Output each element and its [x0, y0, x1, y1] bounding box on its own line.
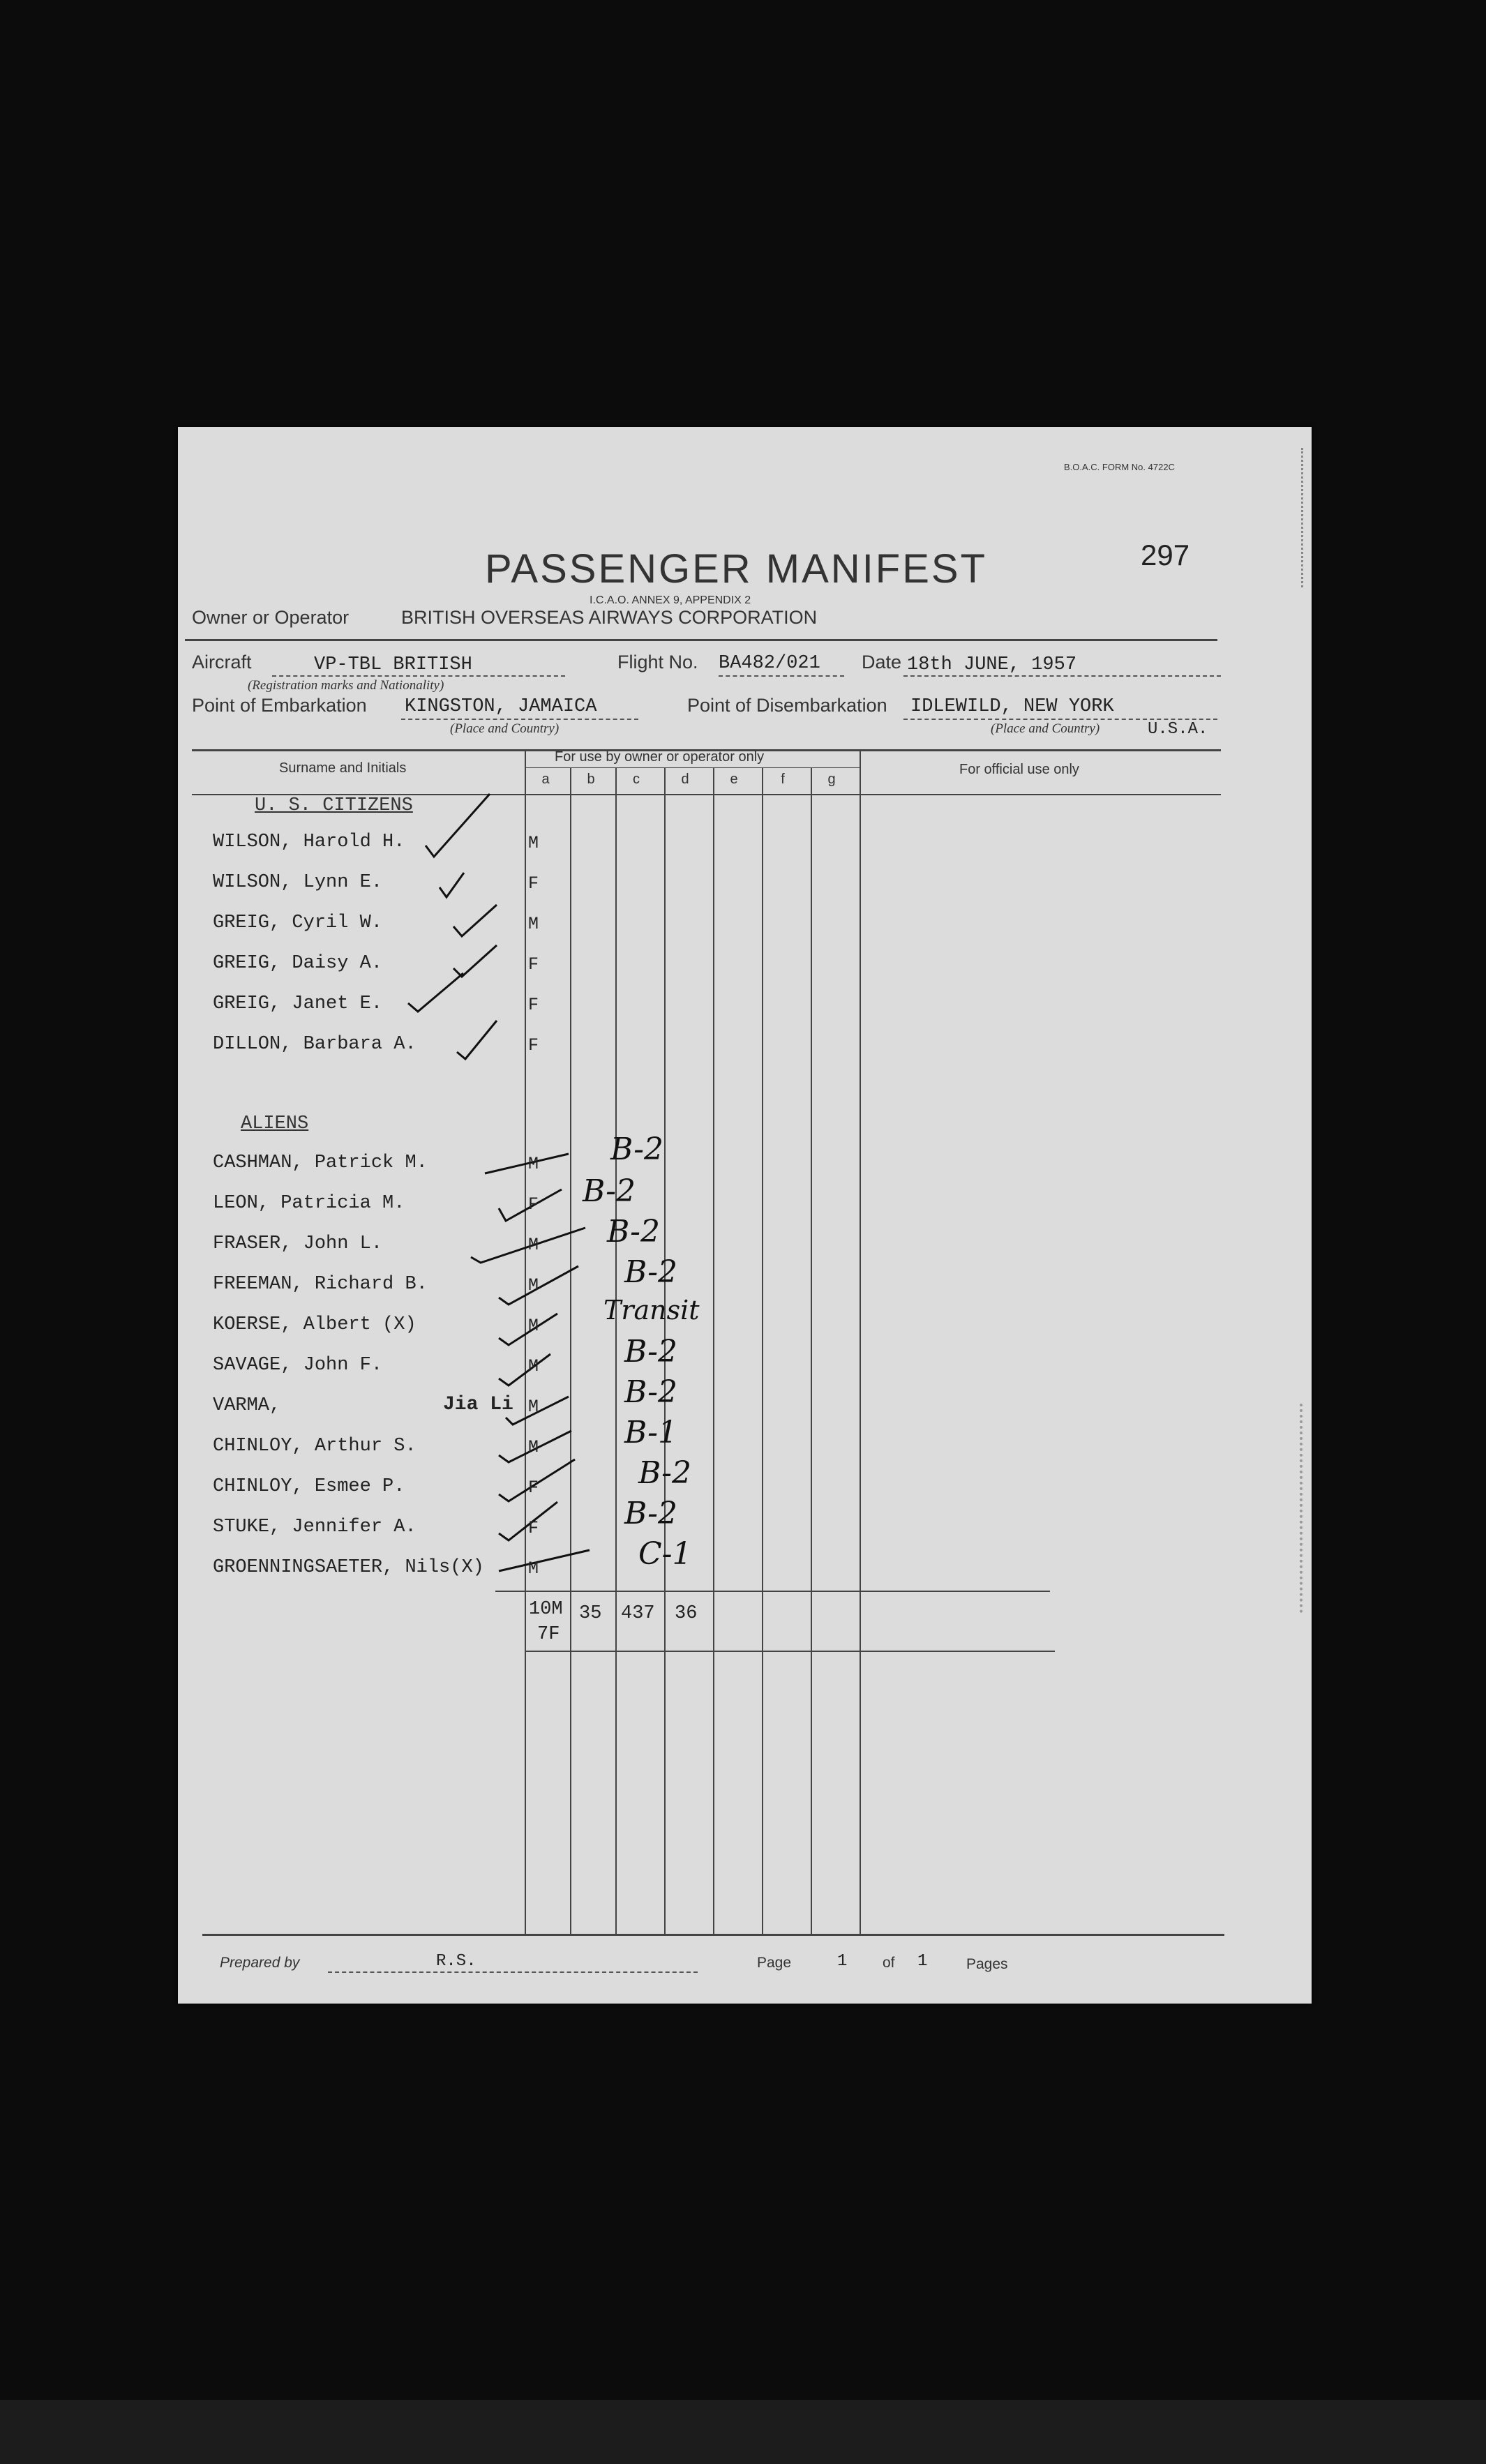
group-us-citizens: U. S. CITIZENS — [255, 795, 413, 816]
disembarkation-country: U.S.A. — [1148, 720, 1208, 739]
totals-bottom-rule — [525, 1651, 1055, 1652]
handwritten-checkmarks — [178, 427, 1312, 2004]
passenger-sex: F — [528, 1035, 539, 1056]
checkmark-icon — [453, 905, 497, 936]
registration-caption: (Registration marks and Nationality) — [248, 678, 444, 693]
visa-code: B-2 — [638, 1455, 692, 1491]
passenger-sex: F — [528, 995, 539, 1015]
passenger-name: WILSON, Lynn E. — [213, 872, 383, 893]
checkmark-icon — [408, 973, 463, 1012]
film-speckle — [1286, 1404, 1303, 1613]
prepared-by-value: R.S. — [436, 1952, 476, 1971]
embarkation-label: Point of Embarkation — [192, 695, 367, 716]
column-c: c — [633, 772, 640, 787]
checkmark-icon — [426, 794, 490, 857]
passenger-name: KOERSE, Albert (X) — [213, 1314, 416, 1335]
disembarkation-label: Point of Disembarkation — [687, 695, 887, 716]
passenger-sex: F — [528, 873, 539, 894]
passenger-name: CHINLOY, Arthur S. — [213, 1436, 416, 1457]
passenger-name: WILSON, Harold H. — [213, 832, 405, 852]
passenger-sex: F — [528, 1478, 539, 1498]
operator-header: For use by owner or operator only — [555, 749, 765, 765]
passenger-name: SAVAGE, John F. — [213, 1355, 383, 1376]
passenger-sex: M — [528, 1437, 539, 1457]
flight-value: BA482/021 — [719, 653, 820, 674]
of-label: of — [883, 1955, 895, 1971]
owner-value: BRITISH OVERSEAS AIRWAYS CORPORATION — [401, 607, 818, 628]
of-value: 1 — [917, 1952, 928, 1971]
passenger-name: STUKE, Jennifer A. — [213, 1517, 416, 1538]
passenger-sex: M — [528, 1316, 539, 1336]
passenger-sex: M — [528, 1235, 539, 1255]
total-female: 7F — [537, 1624, 560, 1645]
column-e: e — [730, 772, 738, 787]
manifest-sheet — [178, 427, 1312, 2004]
flight-label: Flight No. — [617, 652, 698, 673]
visa-code: B-1 — [624, 1415, 678, 1450]
column-g: g — [827, 772, 836, 787]
visa-code: C-1 — [638, 1536, 692, 1572]
film-speckle — [1287, 448, 1303, 587]
aircraft-label: Aircraft — [192, 652, 252, 673]
visa-code: B-2 — [583, 1173, 636, 1209]
form-number: B.O.A.C. FORM No. 4722C — [1064, 462, 1175, 472]
column-a: a — [541, 772, 550, 787]
page-value: 1 — [837, 1952, 848, 1971]
visa-code: B-2 — [607, 1214, 661, 1249]
passenger-sex: M — [528, 1397, 539, 1417]
visa-code: B-2 — [624, 1374, 678, 1410]
passenger-name: GREIG, Daisy A. — [213, 953, 383, 974]
passenger-sex: F — [528, 1518, 539, 1538]
checkmark-icon — [457, 1021, 497, 1059]
passenger-name: GROENNINGSAETER, Nils(X) — [213, 1557, 484, 1578]
passenger-name: VARMA, — [213, 1395, 281, 1416]
total-c: 437 — [621, 1603, 655, 1624]
prepared-by-underline — [328, 1971, 698, 1973]
passenger-name: LEON, Patricia M. — [213, 1193, 405, 1214]
group-aliens: ALIENS — [241, 1113, 309, 1134]
film-edge — [0, 2400, 1486, 2464]
column-d: d — [681, 772, 689, 787]
date-label: Date — [862, 652, 902, 673]
visa-code: B-2 — [624, 1254, 678, 1290]
passenger-sex: M — [528, 1558, 539, 1579]
checkmark-icon — [499, 1354, 550, 1385]
checkmark-icon — [485, 1154, 569, 1173]
date-value: 18th JUNE, 1957 — [907, 654, 1077, 675]
page-stamp-number: 297 — [1141, 539, 1190, 571]
column-b: b — [587, 772, 595, 787]
embarkation-value: KINGSTON, JAMAICA — [405, 696, 597, 717]
disembarkation-value: IDLEWILD, NEW YORK — [910, 696, 1114, 717]
passenger-name: DILLON, Barbara A. — [213, 1034, 416, 1055]
passenger-name: FREEMAN, Richard B. — [213, 1274, 428, 1295]
passenger-sex: M — [528, 914, 539, 934]
passenger-given-name-annotation: Jia Li — [443, 1394, 513, 1415]
passenger-sex: F — [528, 1194, 539, 1215]
visa-code: B-2 — [624, 1334, 678, 1369]
passenger-name: GREIG, Cyril W. — [213, 912, 383, 933]
total-male: 10M — [529, 1599, 563, 1620]
embarkation-caption: (Place and Country) — [450, 721, 560, 736]
visa-code: Transit — [603, 1295, 700, 1325]
official-header: For official use only — [959, 762, 1079, 777]
passenger-name: GREIG, Janet E. — [213, 993, 383, 1014]
document-subtitle: I.C.A.O. ANNEX 9, APPENDIX 2 — [590, 594, 751, 606]
passenger-sex: M — [528, 1356, 539, 1376]
checkmark-icon — [453, 945, 497, 977]
passenger-name: CASHMAN, Patrick M. — [213, 1152, 428, 1173]
totals-top-rule — [495, 1591, 1050, 1592]
passenger-name: FRASER, John L. — [213, 1233, 383, 1254]
passenger-sex: M — [528, 1154, 539, 1174]
footer-rule — [202, 1934, 1224, 1936]
checkmark-icon — [499, 1550, 590, 1571]
prepared-by-label: Prepared by — [220, 1955, 300, 1971]
passenger-sex: M — [528, 1275, 539, 1295]
column-f: f — [781, 772, 785, 787]
passenger-name: CHINLOY, Esmee P. — [213, 1476, 405, 1497]
surname-header: Surname and Initials — [279, 760, 407, 776]
visa-code: B-2 — [624, 1496, 678, 1531]
visa-code: B-2 — [610, 1132, 664, 1167]
document-title: PASSENGER MANIFEST — [485, 546, 988, 592]
disembarkation-caption: (Place and Country) — [991, 721, 1100, 736]
passenger-sex: F — [528, 954, 539, 975]
pages-label: Pages — [966, 1956, 1008, 1972]
aircraft-value: VP-TBL BRITISH — [314, 654, 472, 675]
owner-label: Owner or Operator — [192, 607, 350, 628]
passenger-sex: M — [528, 833, 539, 853]
page-label: Page — [757, 1955, 792, 1971]
checkmark-icon — [440, 873, 464, 897]
total-b: 35 — [579, 1603, 602, 1624]
total-d: 36 — [675, 1603, 698, 1624]
